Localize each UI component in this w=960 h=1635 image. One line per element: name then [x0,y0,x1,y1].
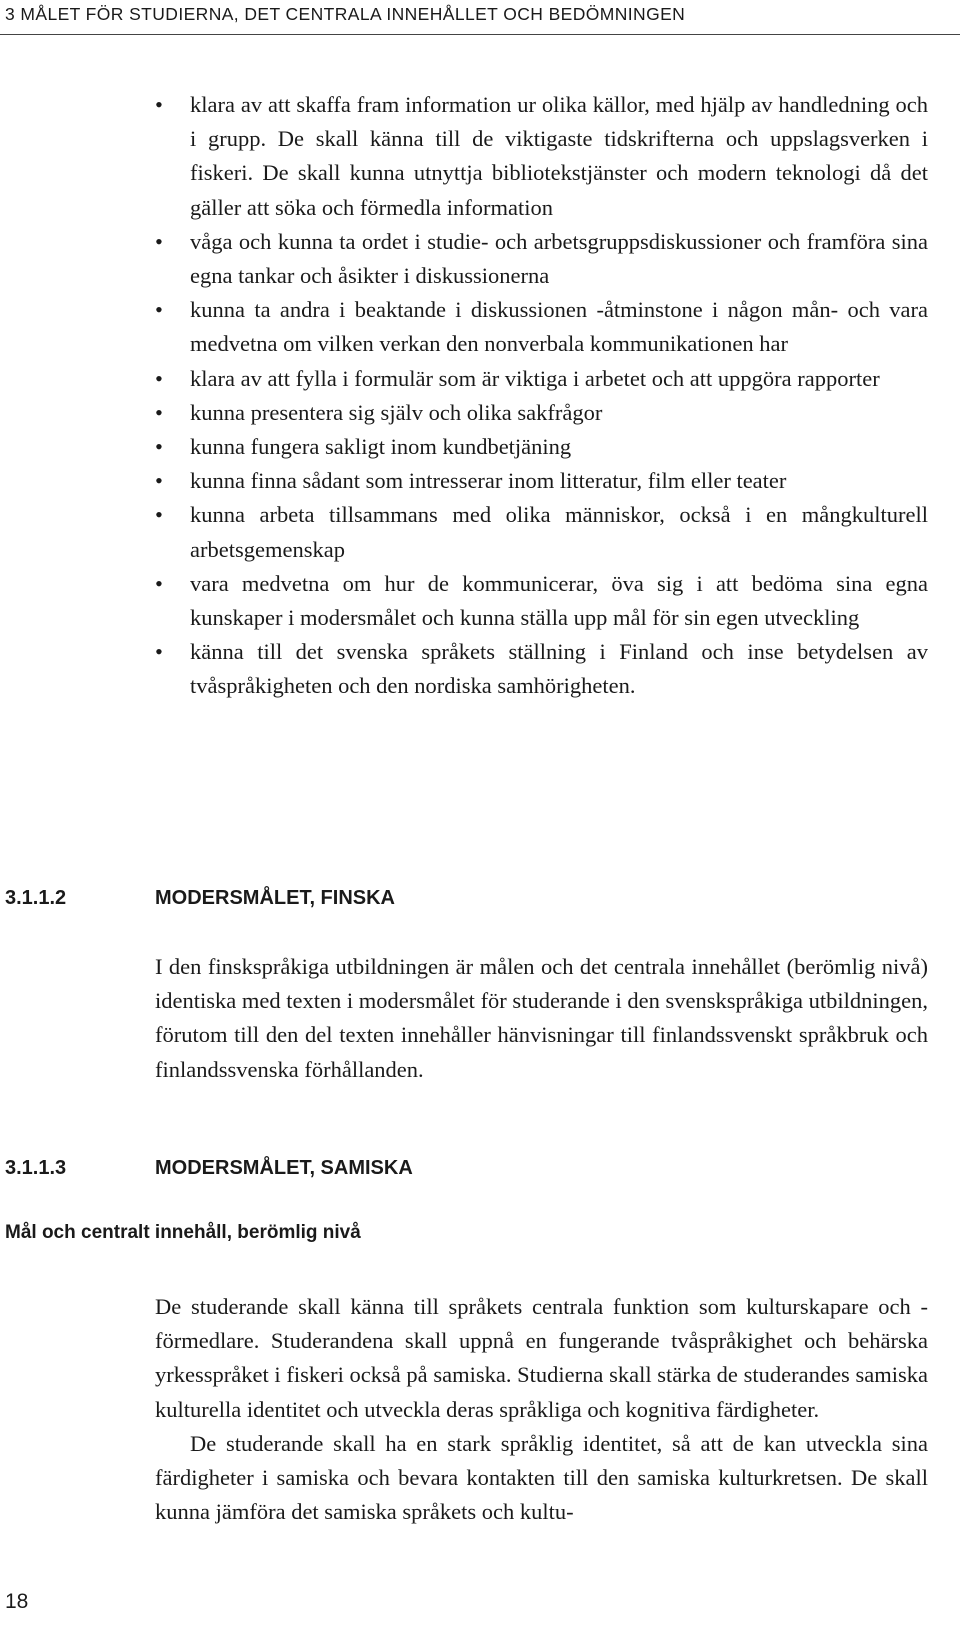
bullet-marker: • [155,639,163,665]
list-item-text: kunna finna sådant som intresserar inom litteratur, film eller teater [190,468,787,494]
list-item-text: kunna ta andra i beaktande i diskussionen -åtminstone i någon mån- och vara medvetna om vilken verkan den nonverbala kommunikationen har [190,297,928,357]
bullet-marker: • [155,365,163,391]
list-item [155,362,928,396]
list-item-text: våga och kunna ta ordet i studie- och arbetsgruppsdiskussioner och framföra sina egna tankar och åsikter i diskussionerna [190,228,928,289]
list-item-text: kunna arbeta tillsammans med olika människor, också i en mångkulturell arbetsgemenskap [190,502,928,562]
list-item-text: känna till det svenska språkets ställning i Finland och inse betydelsen av tvåspråkigheten och den nordiska samhörigheten. [190,639,928,699]
list-item [155,635,928,703]
section-body-samiska [155,1290,928,1529]
list-item [155,88,928,225]
paragraph: De studerande skall känna till språkets centrala funktion som kulturskapare och -förmedlare. Studerandena skall uppnå en fungerande tvåspråkighet och behärska yrkesspråket i fiskeri också på samiska. Studierna skall stärka de studerandes samiska kulturella identitet och utveckla deras språkliga och kognitiva färdigheter. [155,1294,928,1422]
list-item-text: kunna fungera sakligt inom kundbetjäning [190,434,572,460]
section-title: MODERSMÅLET, SAMISKA [155,1157,413,1179]
page-number: 18 [5,1590,29,1613]
section-heading-finska [5,887,395,910]
bullet-marker: • [155,297,163,323]
bullet-marker: • [155,434,163,460]
section-title: MODERSMÅLET, FINSKA [155,887,395,909]
list-item [155,498,928,566]
running-header: 3 MÅLET FÖR STUDIERNA, DET CENTRALA INNEHÅLLET OCH BEDÖMNINGEN [5,4,686,24]
list-item [155,293,928,361]
list-item-text: klara av att skaffa fram information ur olika källor, med hjälp av handledning och i grupp. De skall känna till de viktigaste tidskrifterna och uppslagsverken i fiskeri. De skall kunna utnyttja bibliotekstjänster och modern teknologi då det gäller att söka och förmedla information [190,92,928,220]
paragraph: I den finskspråkiga utbildningen är målen och det centrala innehållet (berömlig nivå) identiska med texten i modersmålet för studerande i den svenskspråkiga utbildningen, förutom till den del texten innehåller hänvisningar till finlandssvenskt språkbruk och finlandssvenska förhållanden. [155,954,928,1082]
section-body-finska [155,950,928,1087]
section-number: 3.1.1.2 [5,887,67,909]
subheading: Mål och centralt innehåll, berömlig nivå [5,1222,361,1243]
list-item [155,396,928,430]
list-item [155,464,928,498]
list-item-text: kunna presentera sig själv och olika sakfrågor [190,399,603,425]
bullet-list [155,88,928,704]
section-heading-samiska [5,1157,413,1180]
header-divider [0,34,960,35]
list-item-text: klara av att fylla i formulär som är viktiga i arbetet och att uppgöra rapporter [190,365,880,391]
bullet-marker: • [155,570,163,596]
paragraph: De studerande skall ha en stark språklig identitet, så att de kan utveckla sina färdigheter i samiska och bevara kontakten till den samiska kulturkretsen. De skall kunna jämföra det samiska språkets och kultu- [155,1430,928,1525]
bullet-marker: • [155,228,163,254]
list-item [155,430,928,464]
list-item-text: vara medvetna om hur de kommunicerar, öva sig i att bedöma sina egna kunskaper i modersmålet och kunna ställa upp mål för sin egen utveckling [190,570,928,631]
bullet-marker: • [155,502,163,528]
bullet-marker: • [155,399,163,425]
list-item [155,567,928,635]
bullet-marker: • [155,468,163,494]
list-item [155,225,928,293]
section-number: 3.1.1.3 [5,1157,67,1179]
bullet-marker: • [155,92,163,117]
